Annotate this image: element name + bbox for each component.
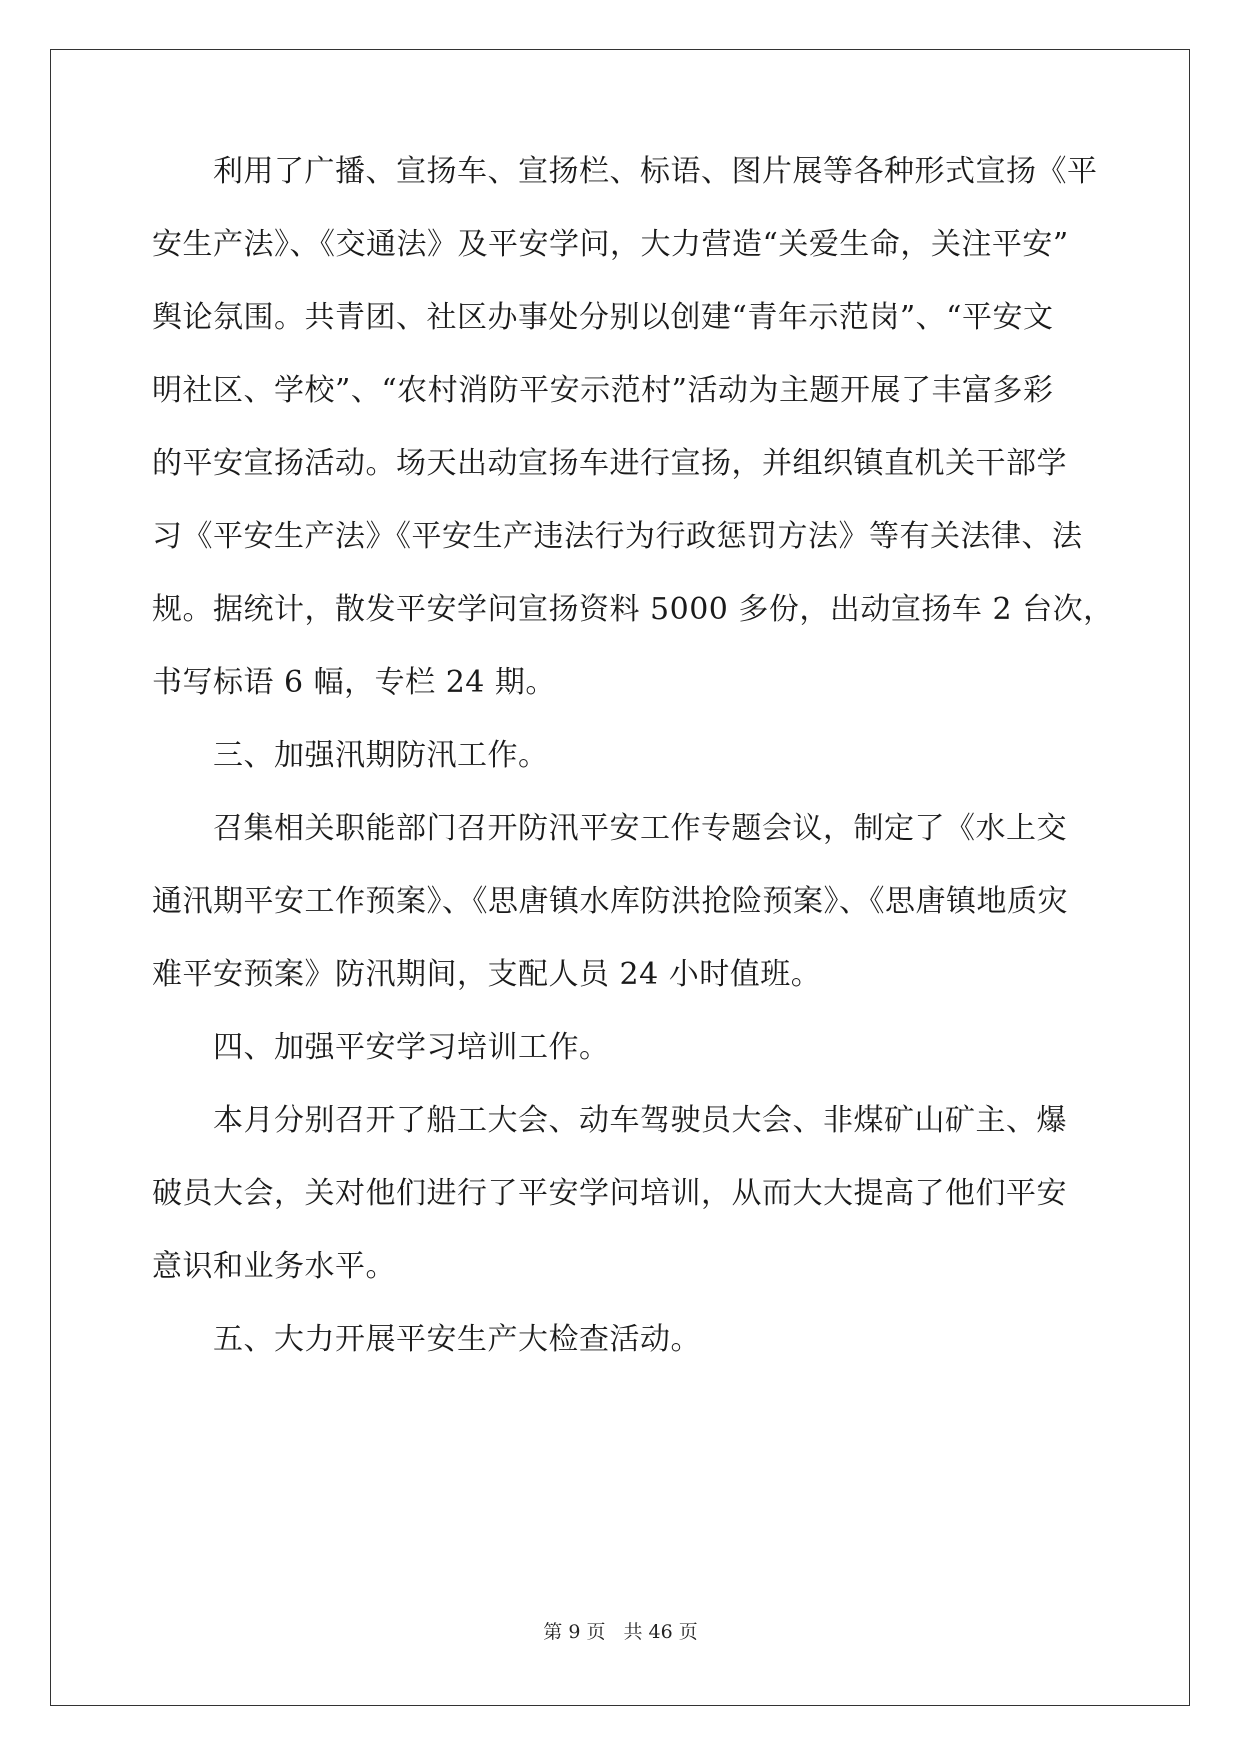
paragraph-line: 难平安预案》防汛期间，支配人员 24 小时值班。 [152, 957, 822, 992]
paragraph-line: 利用了广播、宣扬车、宣扬栏、标语、图片展等各种形式宣扬《平 [213, 154, 1098, 189]
paragraph-line: 的平安宣扬活动。场天出动宣扬车进行宣扬，并组织镇直机关干部学 [152, 446, 1067, 481]
paragraph-line: 明社区、学校”、“农村消防平安示范村”活动为主题开展了丰富多彩 [152, 373, 1054, 408]
paragraph-line: 安生产法》、《交通法》及平安学问，大力营造“关爱生命，关注平安” [152, 227, 1069, 262]
section-heading: 五、大力开展平安生产大检查活动。 [213, 1322, 701, 1357]
paragraph-line: 意识和业务水平。 [152, 1249, 396, 1284]
paragraph-line: 规。据统计，散发平安学问宣扬资料 5000 多份，出动宣扬车 2 台次， [152, 592, 1114, 627]
paragraph-line: 书写标语 6 幅，专栏 24 期。 [152, 665, 556, 700]
paragraph-line: 召集相关职能部门召开防汛平安工作专题会议，制定了《水上交 [213, 811, 1067, 846]
section-heading: 三、加强汛期防汛工作。 [213, 738, 549, 773]
paragraph-line: 舆论氛围。共青团、社区办事处分别以创建“青年示范岗”、“平安文 [152, 300, 1054, 335]
section-heading: 四、加强平安学习培训工作。 [213, 1030, 610, 1065]
paragraph-line: 破员大会，关对他们进行了平安学问培训，从而大大提高了他们平安 [152, 1176, 1067, 1211]
page-footer [0, 1620, 1241, 1644]
paragraph-line: 本月分别召开了船工大会、动车驾驶员大会、非煤矿山矿主、爆 [213, 1103, 1067, 1138]
page-total: 共 46 页 [623, 1621, 698, 1643]
page-number: 第 9 页 [543, 1621, 606, 1643]
paragraph-line: 通汛期平安工作预案》、《思唐镇水库防洪抢险预案》、《思唐镇地质灾 [152, 884, 1068, 919]
paragraph-line: 习《平安生产法》《平安生产违法行为行政惩罚方法》等有关法律、法 [152, 519, 1083, 554]
